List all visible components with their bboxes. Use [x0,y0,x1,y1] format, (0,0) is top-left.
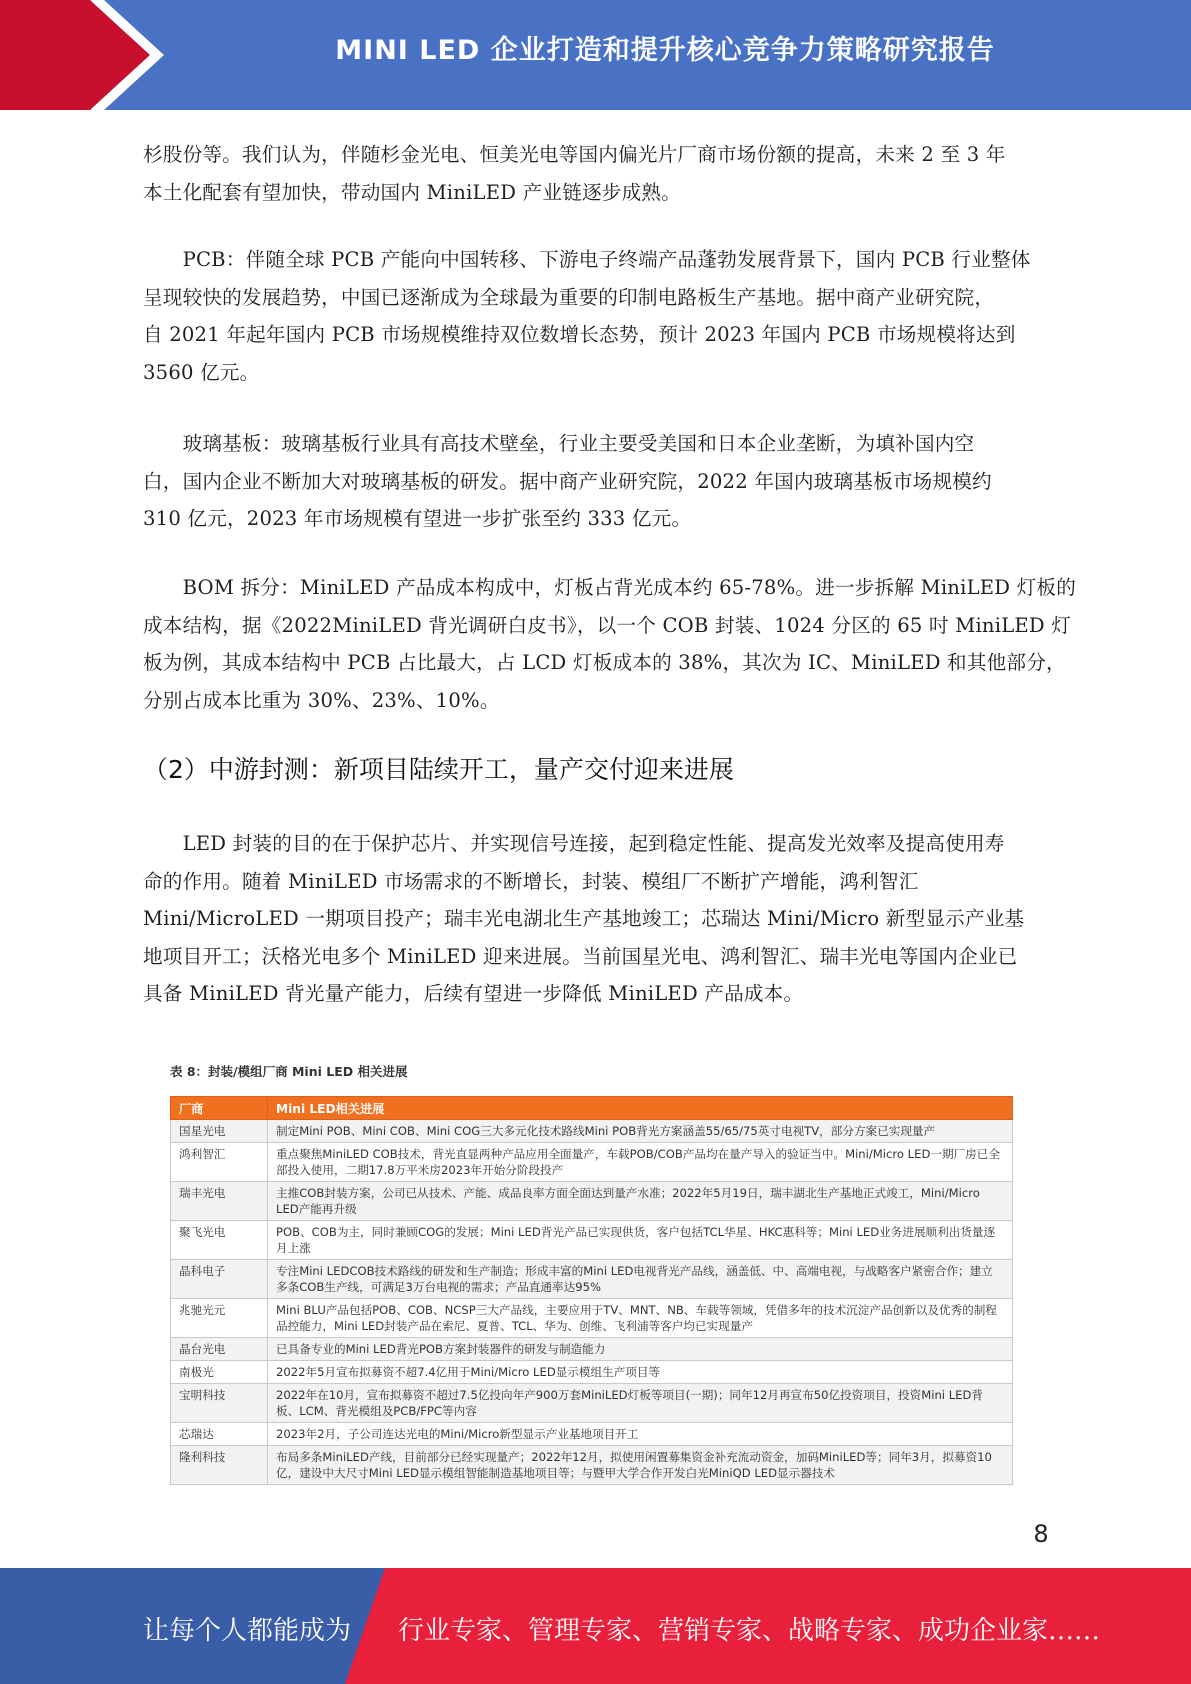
progress-cell: POB、COB为主，同时兼顾COG的发展；Mini LED背光产品已实现供货，客户包括TCL华星、HKC惠科等；Mini LED业务进展顺利出货量逐月上涨 [268,1221,1013,1260]
progress-cell: 主推COB封装方案，公司已从技术、产能、成品良率方面全面达到量产水准；2022年5月19日，瑞丰湖北生产基地正式竣工，Mini/Micro LED产能再升级 [268,1182,1013,1221]
page-number: 8 [1033,1520,1049,1548]
paragraph-led-packaging [143,825,1048,1013]
text-line: 杉股份等。我们认为，伴随杉金光电、恒美光电等国内偏光片厂商市场份额的提高，未来 2 至 3 年 [143,143,1006,166]
text-line: 自 2021 年起年国内 PCB 市场规模维持双位数增长态势，预计 2023 年国内 PCB 市场规模将达到 [143,323,1016,346]
table-row [171,1221,1013,1260]
vendor-cell: 聚飞光电 [171,1221,268,1260]
text-line: 呈现较快的发展趋势，中国已逐渐成为全球最为重要的印制电路板生产基地。据中商产业研究院， [143,285,995,309]
section-heading: （2）中游封测：新项目陆续开工，量产交付迎来进展 [143,755,734,784]
table-row [171,1143,1013,1182]
progress-cell: 2022年5月宣布拟募资不超7.4亿用于Mini/Micro LED显示模组生产项目等 [268,1361,1013,1384]
paragraph-pcb [143,241,1048,391]
text-line: LED 封装的目的在于保护芯片、并实现信号连接，起到稳定性能、提高发光效率及提高使用寿 [143,832,1005,855]
paragraph-glass-substrate [143,425,1048,538]
vendor-cell: 兆驰光元 [171,1299,268,1338]
table-row [171,1338,1013,1361]
page-header [0,0,1191,110]
text-line: 分别占成本比重为 30%、23%、10%。 [143,688,500,712]
text-line: Mini/MicroLED 一期项目投产；瑞丰光电湖北生产基地竣工；芯瑞达 Mini/Micro 新型显示产业基 [143,907,1025,930]
report-title: MINI LED 企业打造和提升核心竞争力策略研究报告 [335,35,995,66]
paragraph-bom [143,569,1077,719]
table-row [171,1299,1013,1338]
vendor-cell: 国星光电 [171,1120,268,1143]
text-line: 命的作用。随着 MiniLED 市场需求的不断增长，封装、模组厂不断扩产增能，鸿利智汇 [143,869,919,893]
table-row [171,1182,1013,1221]
text-line: BOM 拆分：MiniLED 产品成本构成中，灯板占背光成本约 65-78%。进一步拆解 MiniLED 灯板的 [143,576,1077,599]
progress-cell: Mini BLU产品包括POB、COB、NCSP三大产品线，主要应用于TV、MNT、NB、车载等领域，凭借多年的技术沉淀产品创新以及优秀的制程品控能力，Mini LED封装产品在索尼、夏普、TCL、华为、创维、飞利浦等客户均已实现量产 [268,1299,1013,1338]
text-line: 地项目开工；沃格光电多个 MiniLED 迎来进展。当前国星光电、鸿利智汇、瑞丰光电等国内企业已 [143,944,1018,968]
text-line: 310 亿元，2023 年市场规模有望进一步扩张至约 333 亿元。 [143,507,692,530]
text-line: 具备 MiniLED 背光量产能力，后续有望进一步降低 MiniLED 产品成本。 [143,982,804,1005]
progress-cell: 已具备专业的Mini LED背光POB方案封装器件的研发与制造能力 [268,1338,1013,1361]
page-footer [0,1568,1191,1684]
vendor-cell: 南极光 [171,1361,268,1384]
progress-cell: 2023年2月，子公司连达光电的Mini/Micro新型显示产业基地项目开工 [268,1423,1013,1446]
text-line: 本土化配套有望加快，带动国内 MiniLED 产业链逐步成熟。 [143,180,681,204]
table-row [171,1446,1013,1485]
vendor-progress-table [170,1096,1013,1485]
progress-cell: 重点聚焦MiniLED COB技术，背光直显两种产品应用全面量产，车载POB/COB产品均在量产导入的验证当中。Mini/Micro LED一期厂房已全部投入使用，二期17.8万平米房2023年开始分阶段投产 [268,1143,1013,1182]
progress-cell: 2022年在10月，宣布拟募资不超过7.5亿投向年产900万套MiniLED灯板等项目(一期)；同年12月再宣布50亿投资项目，投资Mini LED背板、LCM、背光模组及PCB/FPC等内容 [268,1384,1013,1423]
table-row [171,1423,1013,1446]
text-line: PCB：伴随全球 PCB 产能向中国转移、下游电子终端产品蓬勃发展背景下，国内 PCB 行业整体 [143,248,1031,271]
text-line: 3560 亿元。 [143,360,260,384]
table-row [171,1120,1013,1143]
vendor-cell: 晶科电子 [171,1260,268,1299]
column-header-progress: Mini LED相关进展 [268,1097,1013,1120]
vendor-cell: 瑞丰光电 [171,1182,268,1221]
progress-cell: 布局多条MiniLED产线，目前部分已经实现量产；2022年12月，拟使用闲置募集资金补充流动资金，加码MiniLED等；同年3月，拟募资10亿，建设中大尺寸Mini LED显示模组智能制造基地项目等；与暨甲大学合作开发白光MiniQD LED显示器技术 [268,1446,1013,1485]
text-line: 玻璃基板：玻璃基板行业具有高技术壁垒，行业主要受美国和日本企业垄断，为填补国内空 [143,432,975,455]
table-row [171,1260,1013,1299]
vendor-cell: 芯瑞达 [171,1423,268,1446]
progress-cell: 专注Mini LEDCOB技术路线的研发和生产制造；形成丰富的Mini LED电视背光产品线，涵盖低、中、高端电视，与战略客户紧密合作；建立多条COB生产线，可满足3万台电视的需求；产品直通率达95% [268,1260,1013,1299]
footer-slogan-left: 让每个人都能成为 [143,1616,352,1646]
vendor-cell: 鸿利智汇 [171,1143,268,1182]
table-row [171,1361,1013,1384]
table-caption: 表 8：封装/模组厂商 Mini LED 相关进展 [170,1064,408,1079]
text-line: 白，国内企业不断加大对玻璃基板的研发。据中商产业研究院，2022 年国内玻璃基板市场规模约 [143,469,992,493]
text-line: 板为例，其成本结构中 PCB 占比最大，占 LCD 灯板成本的 38%，其次为 IC、MiniLED 和其他部分， [143,651,1066,674]
column-header-vendor: 厂商 [171,1097,268,1120]
footer-slogan-right: 行业专家、管理专家、营销专家、战略专家、成功企业家…… [398,1616,1101,1646]
text-line: 成本结构，据《2022MiniLED 背光调研白皮书》，以一个 COB 封装、1024 分区的 65 吋 MiniLED 灯 [143,613,1072,637]
table-row [171,1384,1013,1423]
vendor-cell: 隆利科技 [171,1446,268,1485]
table-header-row [171,1097,1013,1120]
progress-cell: 制定Mini POB、Mini COB、Mini COG三大多元化技术路线Mini POB背光方案涵盖55/65/75英寸电视TV，部分方案已实现量产 [268,1120,1013,1143]
paragraph-polarizer [143,136,1048,211]
vendor-cell: 晶台光电 [171,1338,268,1361]
vendor-cell: 宝明科技 [171,1384,268,1423]
